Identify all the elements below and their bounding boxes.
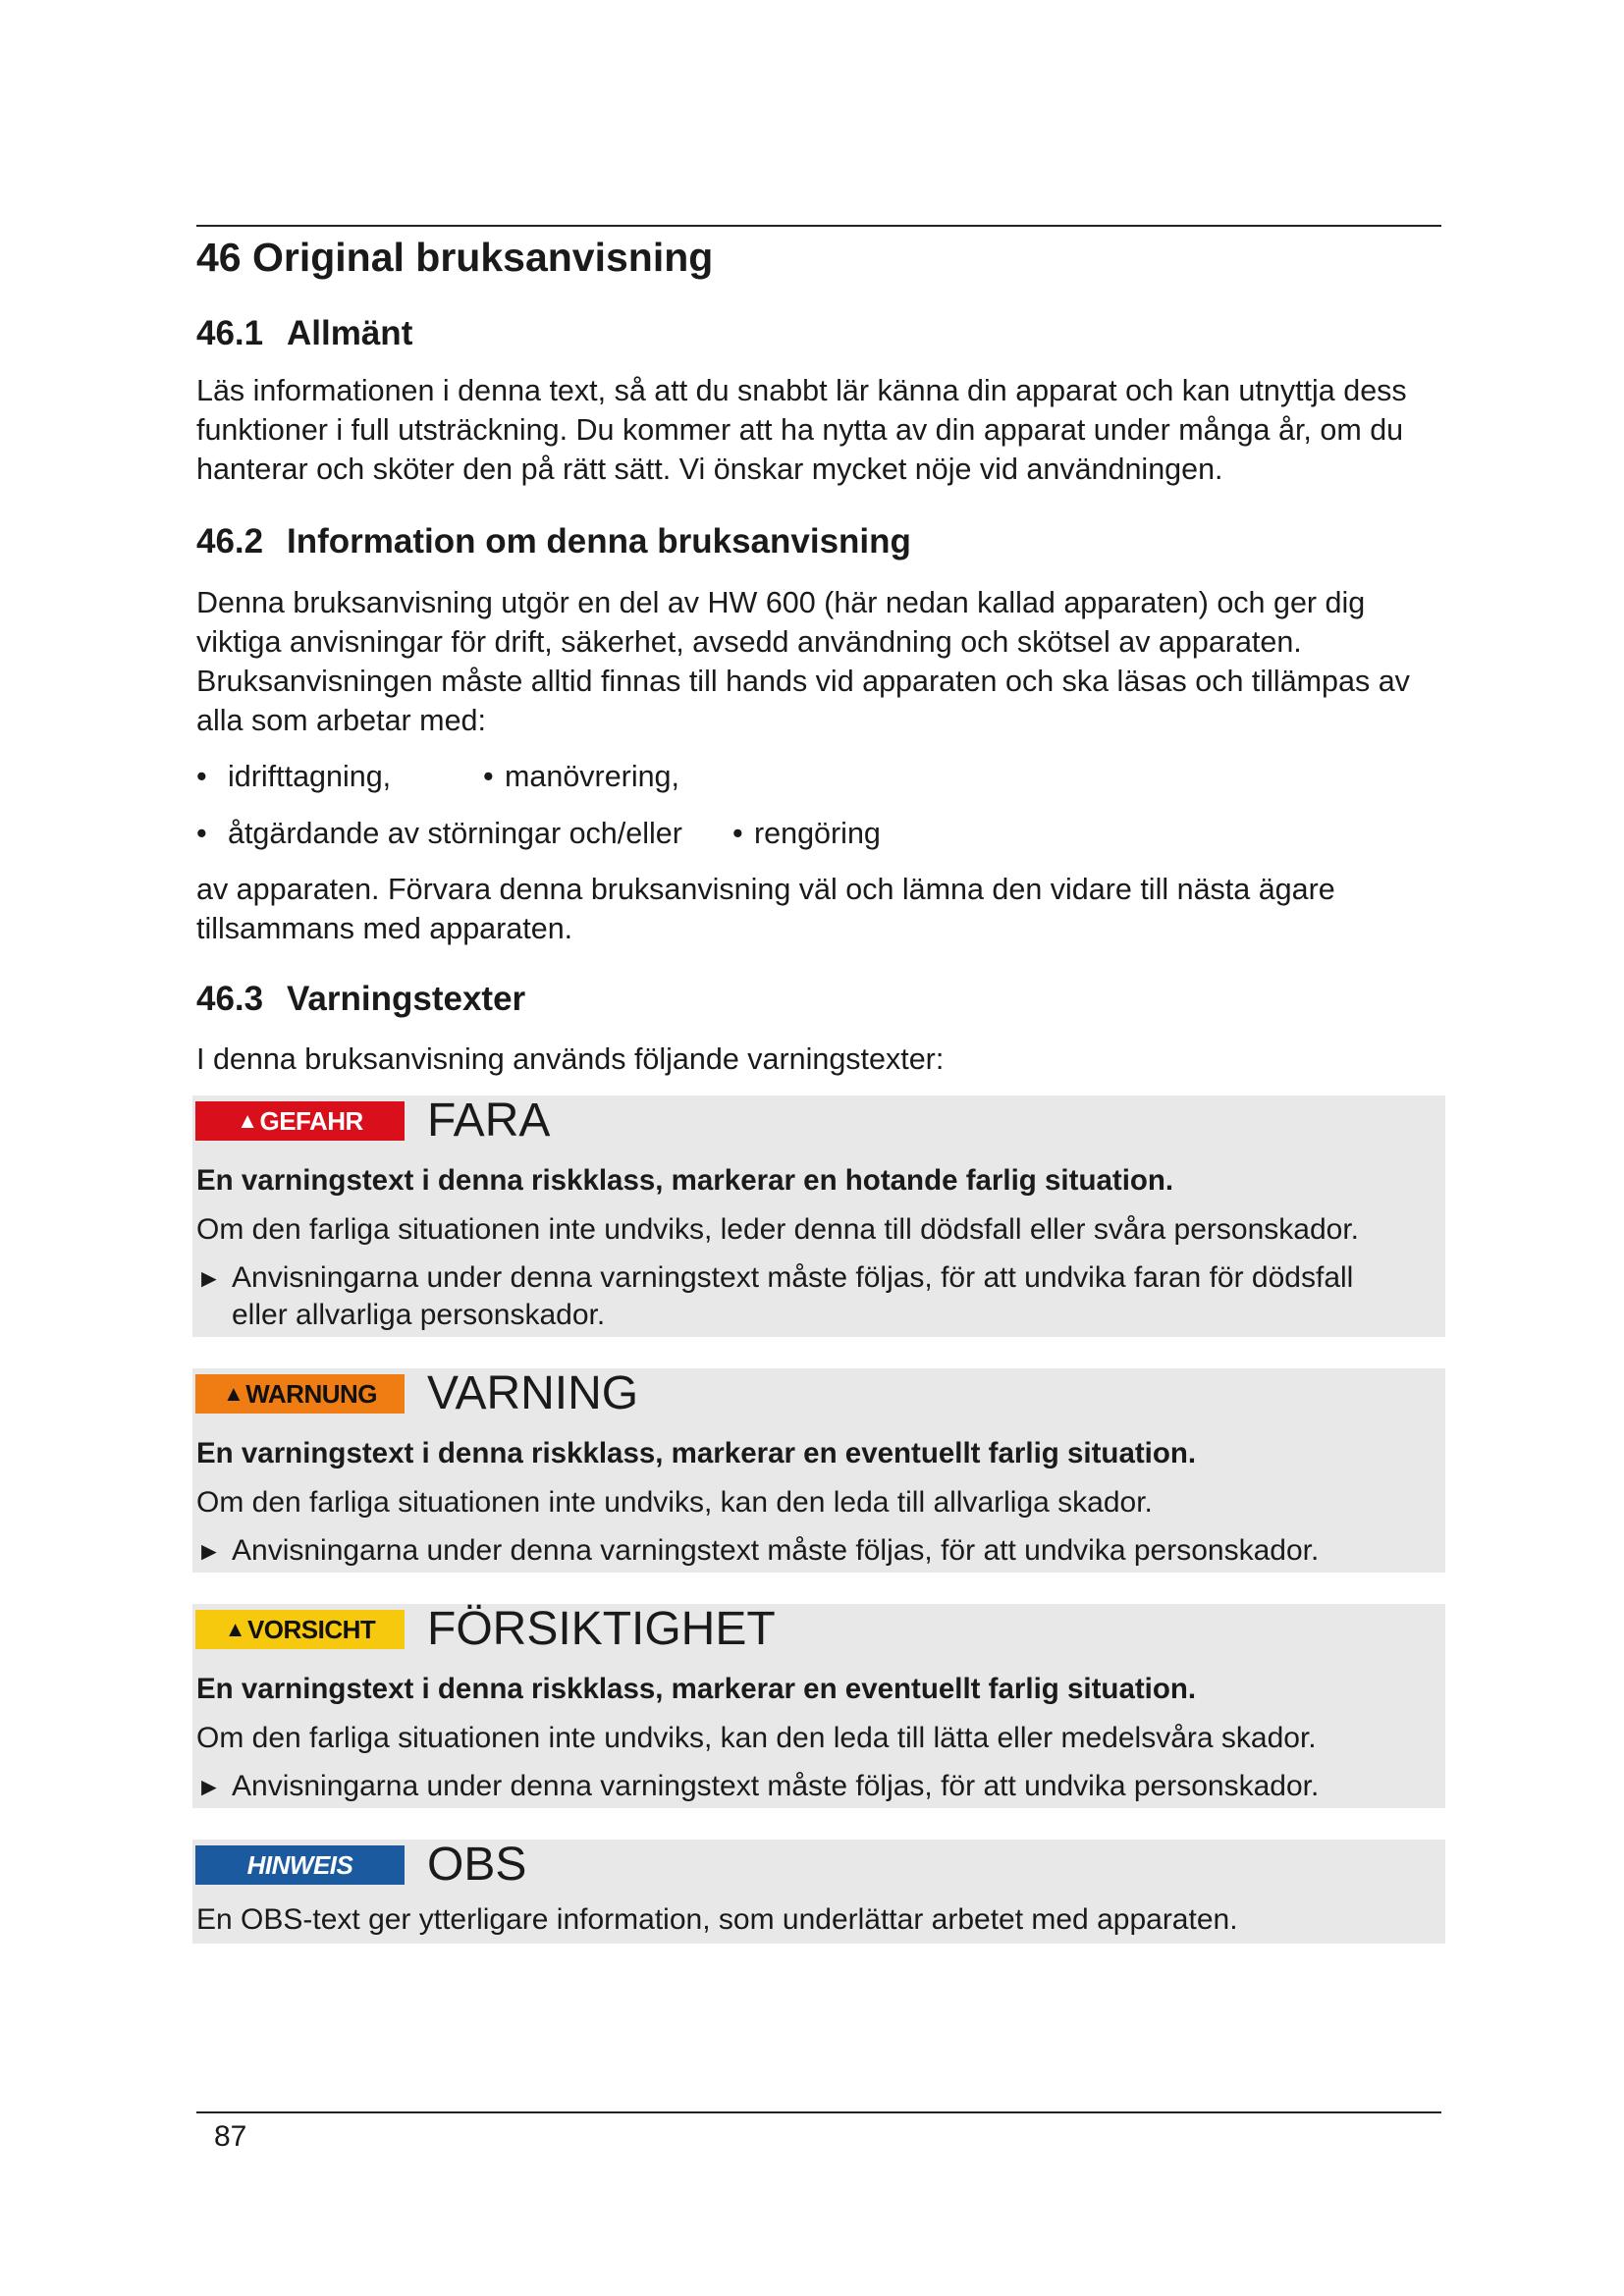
warning-lead: En varningstext i denna riskklass, markerar en eventuellt farlig situation. <box>196 1673 1197 1705</box>
varningstexter-intro: I denna bruksanvisning används följande varningstexter: <box>196 1042 945 1076</box>
list-item: • idrifttagning, <box>196 757 391 796</box>
bullet-dot: • <box>196 817 207 850</box>
warning-box-varning <box>192 1368 1445 1573</box>
warning-lead: En varningstext i denna riskklass, markerar en eventuellt farlig situation. <box>196 1437 1197 1469</box>
list-item: • manövrering, <box>483 757 679 796</box>
warning-badge: ▲ WARNUNG <box>195 1374 405 1414</box>
section-number: 46.1 <box>196 314 264 352</box>
footer-rule <box>196 2111 1441 2113</box>
danger-badge: ▲ GEFAHR <box>195 1101 405 1141</box>
notice-title: OBS <box>427 1839 527 1891</box>
caution-badge: ▲ VORSICHT <box>195 1610 405 1649</box>
section-number: 46.2 <box>196 522 264 561</box>
notice-text: En OBS-text ger ytterligare information, som underlättar arbetet med apparaten. <box>196 1903 1238 1936</box>
bullet-dot: • <box>196 760 207 793</box>
bullet-dot: • <box>732 817 743 850</box>
warning-instruction: ► Anvisningarna under denna varningstext måste följas, för att undvika personskador. <box>196 1768 1443 1805</box>
warning-title: FARA <box>427 1095 551 1147</box>
warning-consequence: Om den farliga situationen inte undviks, kan den leda till lätta eller medelsvåra skador. <box>196 1722 1317 1754</box>
warning-triangle-icon: ▲ <box>237 1108 258 1133</box>
warning-box-fara <box>192 1095 1445 1337</box>
section-title: Information om denna bruksanvisning <box>287 522 911 561</box>
bullet-dot: • <box>483 760 494 793</box>
warning-instruction: ► Anvisningarna under denna varningstext måste följas, för att undvika faran för dödsfall eller allvarliga personskador. <box>196 1261 1354 1331</box>
notice-badge: HINWEIS <box>195 1845 405 1885</box>
notice-box-obs <box>192 1840 1445 1944</box>
warning-instruction: ► Anvisningarna under denna varningstext måste följas, för att undvika personskador. <box>196 1532 1443 1570</box>
chapter-title: 46 Original bruksanvisning <box>196 235 714 280</box>
warning-triangle-icon: ▲ <box>224 1617 245 1641</box>
warning-triangle-icon: ▲ <box>223 1381 244 1406</box>
page-number: 87 <box>214 2120 247 2153</box>
section-number: 46.3 <box>196 980 264 1018</box>
step-arrow-icon: ► <box>196 1536 222 1566</box>
list-item: • rengöring <box>732 814 881 853</box>
warning-lead: En varningstext i denna riskklass, markerar en hotande farlig situation. <box>196 1164 1174 1197</box>
warning-title: VARNING <box>427 1367 639 1419</box>
section-heading-varningstexter <box>196 978 525 1021</box>
information-paragraph-end: av apparaten. Förvara denna bruksanvisning väl och lämna den vidare till nästa ägare tillsammans med apparaten. <box>196 873 1335 945</box>
section-title: Allmänt <box>287 314 413 352</box>
warning-title: FÖRSIKTIGHET <box>427 1603 776 1655</box>
allmant-paragraph: Läs informationen i denna text, så att du snabbt lär känna din apparat och kan utnyttja dess funktioner i full utsträckning. Du kommer att ha nytta av din apparat under många år, om du hanterar och sköter den på rätt sätt. Vi önskar mycket nöje vid användningen. <box>196 374 1407 486</box>
warning-consequence: Om den farliga situationen inte undviks, kan den leda till allvarliga skador. <box>196 1486 1153 1519</box>
warning-box-forsiktighet <box>192 1604 1445 1808</box>
header-rule <box>196 225 1441 227</box>
information-paragraph: Denna bruksanvisning utgör en del av HW 600 (här nedan kallad apparaten) och ger dig viktiga anvisningar för drift, säkerhet, avsedd användning och skötsel av apparaten. Bruksanvisningen måste alltid finnas till hands vid apparaten och ska läsas och tillämpas av alla som arbetar med: <box>196 586 1410 737</box>
section-title: Varningstexter <box>287 980 526 1018</box>
section-heading-allmant <box>196 312 412 355</box>
section-heading-information <box>196 520 911 563</box>
step-arrow-icon: ► <box>196 1772 222 1801</box>
warning-consequence: Om den farliga situationen inte undviks, leder denna till dödsfall eller svåra personskador. <box>196 1213 1360 1246</box>
step-arrow-icon: ► <box>196 1263 222 1293</box>
list-item: • åtgärdande av störningar och/eller <box>196 814 682 853</box>
